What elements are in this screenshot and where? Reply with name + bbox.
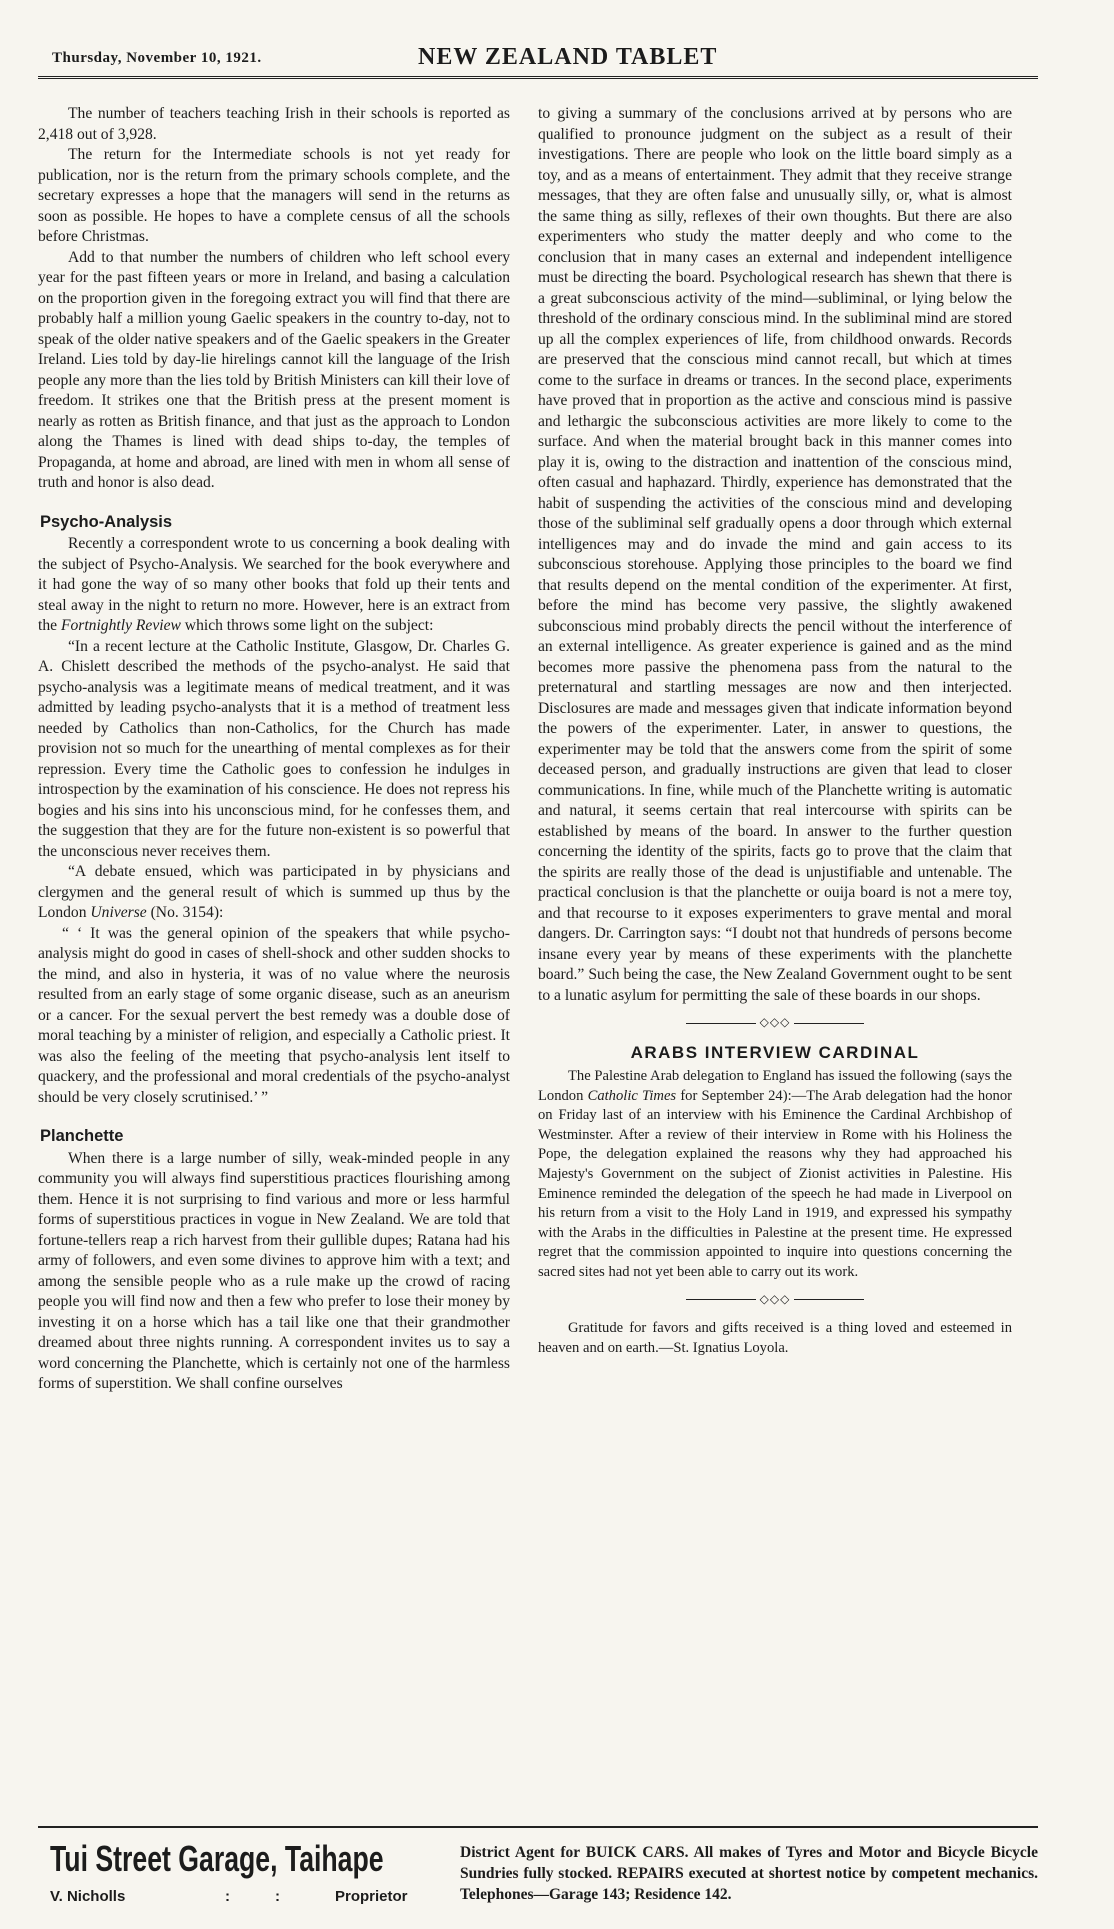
quoted-paragraph: “In a recent lecture at the Catholic Institute, Glasgow, Dr. Charles G. A. Chislett described the methods of the psycho-analyst. He said that psycho-analysis was a legitimate means of medical treatment, and it was admitted by leading psycho-analysts that it is a method of treatment less needed by Catholics than non-Catholics, for the Church has made provision not so much for the unearthing of mental complexes as for their repression. Every time the Catholic goes to confession he indulges in introspection by the examination of his conscience. He does not repress his bogies and his sins into his unconscious mind, for he confesses them, and the suggestion that they are for the future non-existent is so powerful that the unconscious never receives them.	[38, 637, 510, 860]
proprietor-name: V. Nicholls	[50, 1888, 126, 1905]
section-heading-planchette: Planchette	[40, 1127, 124, 1145]
section-divider	[538, 1289, 1012, 1310]
text-run: (No. 3154):	[146, 904, 224, 921]
proprietor-role: Proprietor	[335, 1888, 408, 1905]
quoted-paragraph	[38, 862, 510, 924]
article-heading-arabs: ARABS INTERVIEW CARDINAL	[630, 1042, 920, 1062]
advertisement	[38, 1826, 1038, 1914]
divider-rule	[794, 1299, 864, 1300]
divider-rule	[686, 1299, 756, 1300]
paragraph: When there is a large number of silly, weak-minded people in any community you will always find superstitious practices flourishing among them. Hence it is not surprising to find various and more or less harmful forms of superstitious practices in vogue in New Zealand. We are told that fortune-tellers reap a rich harvest from their gullible dupes; Ratana had his army of followers, and even some divines to approve him with a text; and among the sensible people who as a rule make up the crowd of racing people you will find now and then a few who prefer to lose their money by investing it on a horse which has a tail like one that their grandmother dreamed about three nights running. A correspondent invites us to say a word concerning the Planchette, which is certainly not one of the harmless forms of superstition. We shall confine ourselves	[38, 1149, 510, 1392]
text-run: Recently a correspondent wrote to us concerning a book dealing with the subject of Psycho-Analysis. We searched for the book everywhere and it had gone the way of so many other books that fold up their tents and steal away in the night to return no more. However, here is an extract from the	[38, 535, 510, 634]
separator: :	[275, 1888, 280, 1905]
right-column	[538, 104, 1012, 1358]
newspaper-title: NEW ZEALAND TABLET	[418, 44, 718, 70]
source-title: Universe	[90, 904, 147, 921]
text-run: “A debate ensued, which was participated in by physicians and clergymen and the general result of which is summed up thus by the London	[38, 863, 510, 921]
paragraph: The number of teachers teaching Irish in their schools is reported as 2,418 out of 3,928.	[38, 105, 510, 143]
source-title: Fortnightly Review	[60, 617, 181, 634]
section-heading-psycho-analysis: Psycho-Analysis	[40, 512, 173, 531]
divider-rule	[686, 1023, 756, 1024]
text-run: The Palestine Arab delegation to England has issued the following (says the London	[538, 1068, 1012, 1104]
text-run: for September 24):—The Arab delegation had the honor on Friday last of an interview with his Eminence the Cardinal Archbishop of Westminster. After a review of their interview in Rome with his Holiness the Pope, the delegation explained the reasons why they had approached his Majesty's Government on the subject of Zionist activities in Palestine. His Eminence reminded the delegation of the speech he had made in Liverpool on his return from a visit to the Holy Land in 1919, and expressed his sympathy with the Arabs in the difficulties in Palestine at the present time. He expressed regret that the commission appointed to inquire into questions concerning the sacred sites had not yet been able to carry out its work.	[538, 1087, 1012, 1280]
quoted-paragraph: “ ‘ It was the general opinion of the speakers that while psycho-analysis might do good in cases of shell-shock and other sudden shocks to the mind, and also in hysteria, it was of no value where the neurosis resulted from an early stage of some organic disease, such as an aneurism or a cancer. For the sexual pervert the best remedy was a double dose of moral teaching by a minister of religion, and especially a Catholic priest. It was also the feeling of the meeting that psycho-analysis lent itself to quackery, and the professional and moral credentials of the psycho-analyst should be very closely scrutinised.’ ”	[38, 924, 510, 1106]
left-column	[38, 104, 510, 1395]
section-divider	[538, 1012, 1012, 1033]
paragraph: Add to that number the numbers of children who left school every year for the past fifteen years or more in Ireland, and basing a calculation on the proportion given in the foregoing extract you will find that there are probably half a million young Gaelic speakers in the country to-day, not to speak of the older native speakers and of the Gaelic speakers in the Greater Ireland. Lies told by day-lie hirelings cannot kill the language of the Irish people any more than the lies told by British Ministers can kill their love of freedom. It strikes one that the British press at the present moment is nearly as rotten as British finance, and that just as the approach to London along the Thames is lined with dead ships to-day, the temples of Propaganda, at home and abroad, are lined with men in whom all sense of truth and honor is also dead.	[38, 248, 510, 491]
divider-ornament: ◇◇◇	[759, 1291, 791, 1306]
paragraph: The return for the Intermediate schools is not yet ready for publication, nor is the return from the primary schools complete, and the secretary expresses a hope that the managers will send in the returns as soon as possible. He hopes to have a complete census of all the schools before Christmas.	[38, 146, 510, 245]
advertisement-description: District Agent for BUICK CARS. All makes of Tyres and Motor and Bicycle Bicycle Sundries fully stocked. REPAIRS executed at shortest notice by competent mechanics. Telephones—Garage 143; Residence 142.	[460, 1844, 1038, 1903]
paragraph	[538, 1067, 1012, 1283]
paragraph: to giving a summary of the conclusions arrived at by persons who are qualified to pronounce judgment on the subject as a result of their investigations. There are people who look on the little board simply as a toy, and as a means of entertainment. They admit that they receive strange messages, that they are often false and unusually silly, or, what is almost the same thing as silly, reflexes of their own thoughts. But there are also experimenters who study the matter deeply and who come to the conclusion that in many cases an external and independent intelligence must be directing the board. Psychological research has shewn that there is a great subconscious activity of the mind—subliminal, or lying below the threshold of the ordinary conscious mind. In the subliminal mind are stored up all the complex experiences of life, from childhood onwards. Records are preserved that the conscious mind cannot recall, but which at times come to the surface in dreams or trances. In the second place, experiments have proved that in proportion as the active and conscious mind is passive and lethargic the subconscious activities are more likely to come to the surface. And when the material brought back in this manner comes into play it is, owing to the distraction and inattention of the conscious mind, often casual and haphazard. Thirdly, experience has demonstrated that the habit of suspending the activities of the conscious mind and developing those of the subliminal self gradually opens a door through which external intelligences may and do invade the mind and gain access to its subconscious storehouse. Applying those principles to the board we find that results depend on the mental condition of the experimenter. At first, before the mind has become very passive, the slightly awakened subconscious mind probably directs the pencil without the interference of an external intelligence. As greater experience is gained and as the mind becomes more passive the phenomena pass from the natural to the preternatural and startling messages are now and then interjected. Disclosures are made and messages given that indicate information beyond the powers of the experimenter. Later, in answer to questions, the experimenter may be told that the answers come from the spirit of some deceased person, and gradually instructions are given that lead to closer communications. In fine, while much of the Planchette writing is automatic and natural, it seems certain that real intercourse with spirits can be established by means of the board. In answer to the further question concerning the identity of the spirits, facts go to prove that the claim that the spirits are really those of the dead is unjustifiable and untenable. The practical conclusion is that the planchette or ouija board is not a mere toy, and that recourse to it exposes experimenters to grave mental and moral dangers. Dr. Carrington says: “I doubt not that hundreds of persons become insane every year by means of these experiments with the planchette board.” Such being the case, the New Zealand Government ought to be sent to a lunatic asylum for permitting the sale of these boards in our shops.	[538, 105, 1012, 1004]
issue-date: Thursday, November 10, 1921.	[52, 50, 262, 66]
quotation-gratitude: Gratitude for favors and gifts received is a thing loved and esteemed in heaven and on earth.—St. Ignatius Loyola.	[538, 1320, 1012, 1356]
divider-rule	[794, 1023, 864, 1024]
divider-ornament: ◇◇◇	[759, 1015, 791, 1029]
separator: :	[225, 1888, 230, 1905]
text-run: which throws some light on the subject:	[180, 617, 434, 634]
source-title: Catholic Times	[587, 1087, 677, 1104]
masthead	[38, 42, 1038, 79]
paragraph	[38, 534, 510, 637]
advertiser-name: Tui Street Garage, Taihape	[50, 1838, 384, 1879]
